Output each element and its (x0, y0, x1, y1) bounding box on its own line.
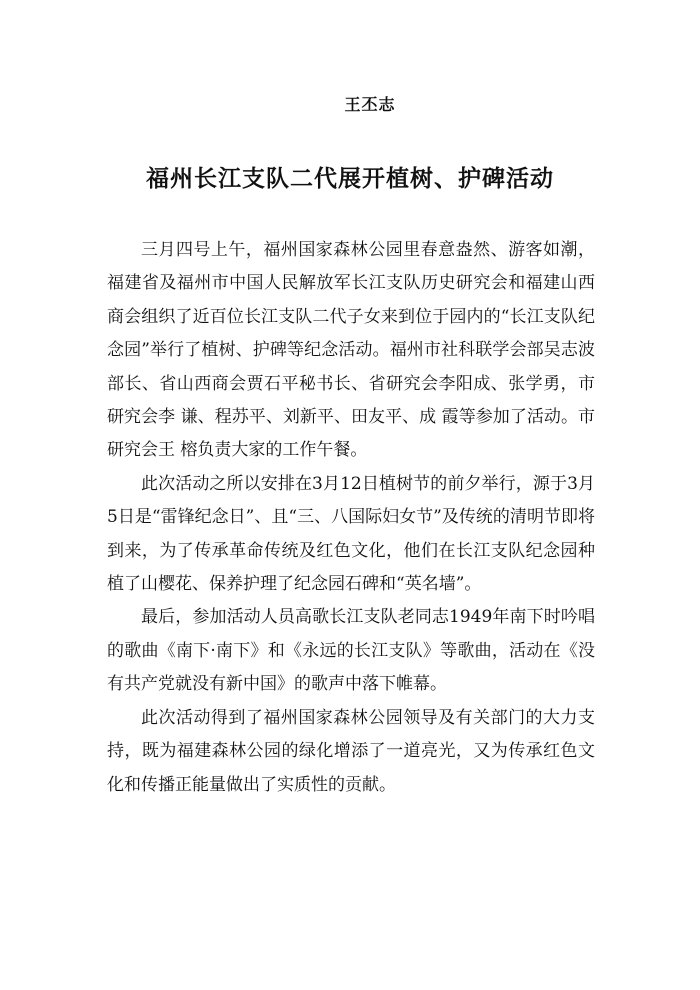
paragraph: 最后，参加活动人员高歌长江支队老同志1949年南下时吟唱的歌曲《南下·南下》和《永远的长江支队》等歌曲，活动在《没有共产党就没有新中国》的歌声中落下帷幕。 (107, 607, 595, 695)
author-name: 王丕志 (344, 95, 396, 114)
paragraph: 三月四号上午，福州国家森林公园里春意盎然、游客如潮，福建省及福州市中国人民解放军长江支队历史研究会和福建山西商会组织了近百位长江支队二代子女来到位于园内的“长江支队纪念园”举行了植树、护碑等纪念活动。福州市社科联学会部吴志波部长、省山西商会贾石平秘书长、省研究会李阳成、张学勇，市研究会李 谦、程苏平、刘新平、田友平、成 霞等参加了活动。市研究会王 榕负责大家的工作午餐。 (107, 240, 595, 461)
article-body (107, 234, 595, 802)
paragraph: 此次活动之所以安排在3月12日植树节的前夕举行，源于3月5日是“雷锋纪念日”、且“三、八国际妇女节”及传统的清明节即将到来，为了传承革命传统及红色文化，他们在长江支队纪念园种植了山樱花、保养护理了纪念园石碑和“英名墙”。 (107, 473, 595, 595)
article-title: 福州长江支队二代展开植树、护碑活动 (146, 166, 554, 192)
paragraph: 此次活动得到了福州国家森林公园领导及有关部门的大力支持，既为福建森林公园的绿化增添了一道亮光，又为传承红色文化和传播正能量做出了实质性的贡献。 (107, 707, 595, 795)
